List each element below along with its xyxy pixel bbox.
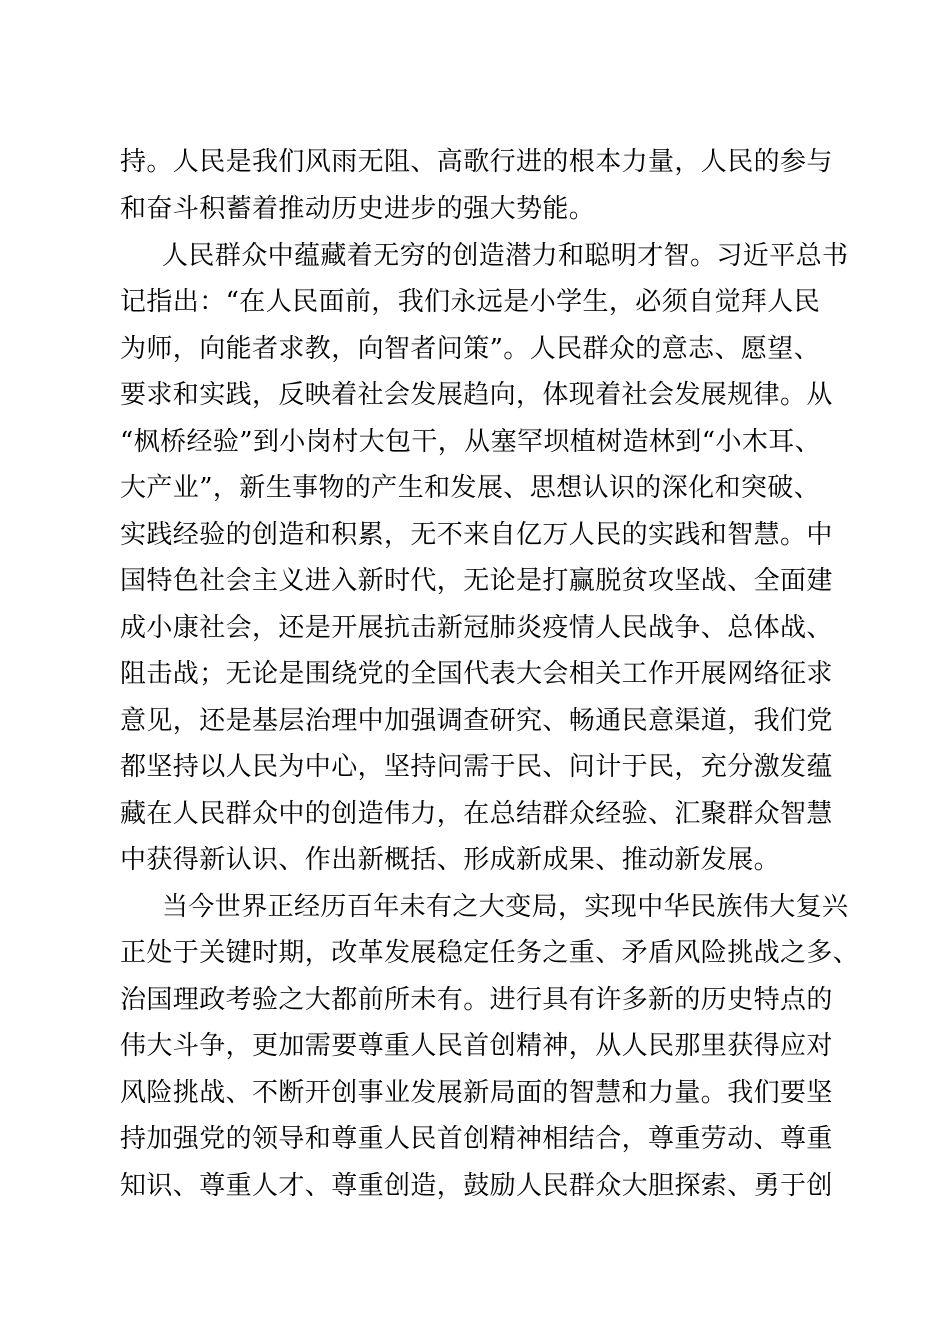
text-line: 藏在人民群众中的创造伟力，在总结群众经验、汇聚群众智慧 (120, 799, 833, 829)
text-line: 伟大斗争，更加需要尊重人民首创精神，从人民那里获得应对 (120, 1031, 833, 1061)
text-line: 风险挑战、不断开创事业发展新局面的智慧和力量。我们要坚 (120, 1078, 833, 1108)
text-line: 中获得新认识、作出新概括、形成新成果、推动新发展。 (120, 845, 781, 875)
text-line: 国特色社会主义进入新时代，无论是打赢脱贫攻坚战、全面建 (120, 566, 833, 596)
text-line: 大产业”，新生事物的产生和发展、思想认识的深化和突破、 (120, 473, 821, 503)
paragraph-start-line: 人民群众中蕴藏着无穷的创造潜力和聪明才智。习近平总书 (162, 241, 849, 271)
text-line: 为师，向能者求教，向智者问策”。人民群众的意志、愿望、 (120, 334, 821, 364)
text-line: 阻击战；无论是围绕党的全国代表大会相关工作开展网络征求 (120, 659, 833, 689)
text-line: 持。人民是我们风雨无阻、高歌行进的根本力量，人民的参与 (120, 147, 833, 177)
text-line: 知识、尊重人才、尊重创造，鼓励人民群众大胆探索、勇于创 (120, 1171, 833, 1201)
text-line: 持加强党的领导和尊重人民首创精神相结合，尊重劳动、尊重 (120, 1124, 833, 1154)
text-line: 意见，还是基层治理中加强调查研究、畅通民意渠道，我们党 (120, 706, 833, 736)
text-line: 记指出：“在人民面前，我们永远是小学生，必须自觉拜人民 (120, 287, 821, 317)
text-line: 成小康社会，还是开展抗击新冠肺炎疫情人民战争、总体战、 (120, 613, 833, 643)
text-line: 实践经验的创造和积累，无不来自亿万人民的实践和智慧。中 (120, 520, 833, 550)
text-line: 治国理政考验之大都前所未有。进行具有许多新的历史特点的 (120, 985, 833, 1015)
text-line: 都坚持以人民为中心，坚持问需于民、问计于民，充分激发蕴 (120, 752, 833, 782)
text-line: 要求和实践，反映着社会发展趋向，体现着社会发展规律。从 (120, 380, 833, 410)
paragraph-start-line: 当今世界正经历百年未有之大变局，实现中华民族伟大复兴 (162, 892, 849, 922)
text-line: 正处于关键时期，改革发展稳定任务之重、矛盾风险挑战之多、 (120, 938, 860, 968)
text-line: “枫桥经验”到小岗村大包干，从塞罕坝植树造林到“小木耳、 (120, 427, 822, 457)
text-line: 和奋斗积蓄着推动历史进步的强大势能。 (120, 194, 596, 224)
